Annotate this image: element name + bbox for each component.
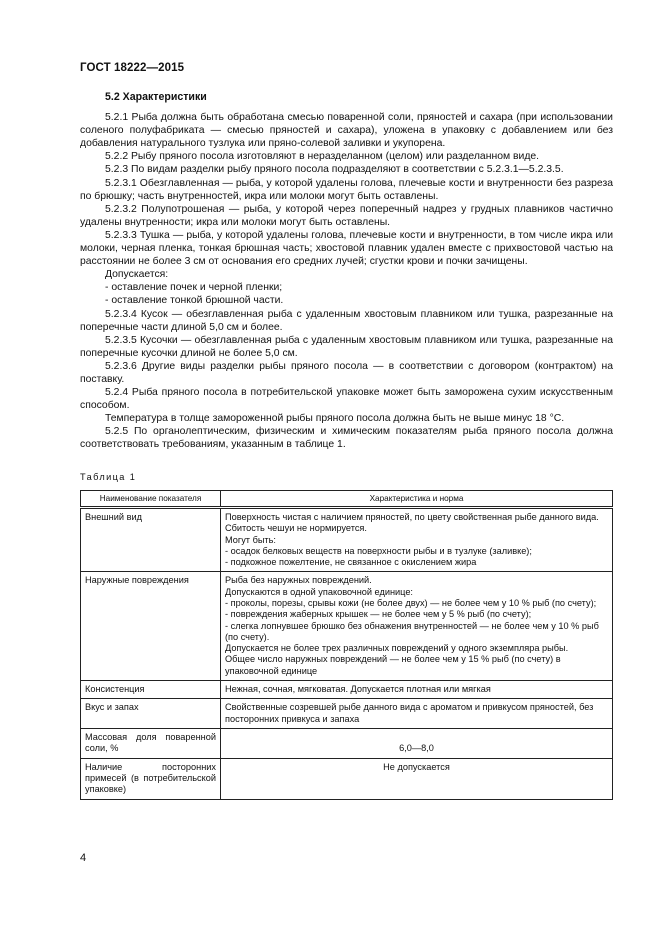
row-value	[221, 572, 613, 681]
paragraph-allowed: Допускается:	[105, 269, 169, 281]
list-item: - оставление почек и черной пленки;	[105, 282, 283, 294]
paragraph-5-2-3: 5.2.3 По видам разделки рыбу пряного посола подразделяют в соответствии с 5.2.3.1—5.2.3.5.	[105, 164, 564, 176]
value-line: - слегка лопнувшее брюшко без обнажения внутренностей — не более чем у 10 % рыб (по счету).	[225, 620, 599, 642]
table-row	[81, 507, 613, 571]
value-line: Допускается не более трех различных повреждений у одного экземпляра рыбы.	[225, 643, 569, 654]
row-value: 6,0—8,0	[221, 728, 613, 758]
table-row	[81, 758, 613, 799]
paragraph-5-2-2: 5.2.2 Рыбу пряного посола изготовляют в неразделанном (целом) или разделанном виде.	[105, 151, 540, 163]
value-line: - подкожное пожелтение, не связанное с окислением жира	[225, 557, 477, 568]
row-name: Консистенция	[81, 681, 221, 699]
table-row	[81, 728, 613, 758]
page-content	[80, 91, 613, 800]
value-line: - осадок белковых веществ на поверхности рыбы и в тузлуке (заливке);	[225, 545, 532, 556]
row-value	[221, 699, 613, 729]
value-line: Нежная, сочная, мягковатая. Допускается плотная или мягкая	[225, 684, 491, 695]
value-line: Допускаются в одной упаковочной единице:	[225, 586, 413, 597]
paragraph-5-2-5: 5.2.5 По органолептическим, физическим и химическим показателям рыба пряного посола должна соответствовать требованиям, указанным в таблице 1.	[80, 426, 613, 451]
paragraph-temperature: Температура в толще замороженной рыбы пряного посола должна быть не выше минус 18 °С.	[105, 413, 565, 425]
paragraph-5-2-1: 5.2.1 Рыба должна быть обработана смесью поваренной соли, пряностей и сахара (при использовании соленого полуфабриката — смесью пряностей и сахара), уложена в упаковку с добавлением или без добавления натурального тузлука или пряно-солевой заливки и укупорена.	[80, 112, 613, 150]
table-caption: Таблица 1	[80, 471, 137, 482]
value-line: Общее число наружных повреждений — не более чем у 15 % рыб (по счету) в упаковочной единице	[225, 654, 561, 676]
paragraph-5-2-4: 5.2.4 Рыба пряного посола в потребительской упаковке может быть заморожена сухим искусственным способом.	[80, 387, 613, 412]
row-value	[221, 507, 613, 571]
section-title: 5.2 Характеристики	[105, 91, 207, 103]
row-name: Наличие посторонних примесей (в потребительской упаковке)	[81, 758, 221, 799]
list-item: - оставление тонкой брюшной части.	[105, 295, 284, 307]
value-line: - проколы, порезы, срывы кожи (не более двух) — не более чем у 10 % рыб (по счету);	[225, 598, 597, 608]
paragraph-5-2-3-1: 5.2.3.1 Обезглавленная — рыба, у которой удалены голова, плечевые кости и внутренности без разреза по брюшку; часть внутренностей, икра или молоки могут быть оставлены.	[80, 177, 613, 202]
paragraph-5-2-3-5: 5.2.3.5 Кусочки — обезглавленная рыба с удаленным хвостовым плавником или тушка, разрезанные на поперечные кусочки длиной не более 5,0 см.	[80, 334, 613, 359]
page-number: 4	[80, 852, 87, 864]
value-line: Могут быть:	[225, 534, 276, 545]
column-header-value: Характеристика и норма	[221, 490, 613, 507]
row-name: Вкус и запах	[81, 699, 221, 729]
row-name: Массовая доля поваренной соли, %	[81, 728, 221, 758]
table-header-row	[81, 490, 613, 507]
document-header: ГОСТ 18222—2015	[80, 62, 185, 74]
value-line: - повреждения жаберных крышек — не более чем у 5 % рыб (по счету);	[225, 609, 532, 620]
paragraph-5-2-3-6: 5.2.3.6 Другие виды разделки рыбы пряного посола — в соответствии с договором (контрактом) на поставку.	[80, 360, 613, 385]
row-value: Не допускается	[221, 758, 613, 799]
row-name: Внешний вид	[81, 507, 221, 571]
table-row	[81, 681, 613, 699]
value-line: Свойственные созревшей рыбе данного вида с ароматом и привкусом пряностей, без посторонних привкуса и запаха	[225, 702, 594, 724]
column-header-name: Наименование показателя	[81, 490, 221, 507]
paragraph-5-2-3-4: 5.2.3.4 Кусок — обезглавленная рыба с удаленным хвостовым плавником или тушка, разрезанные на поперечные части длиной 5,0 см и более.	[80, 308, 613, 333]
row-value	[221, 681, 613, 699]
value-line: Поверхность чистая с наличием пряностей, по цвету свойственная рыбе данного вида. Сбитость чешуи не нормируется.	[225, 511, 599, 534]
value-line: Рыба без наружных повреждений.	[225, 575, 372, 586]
spec-table	[80, 490, 613, 800]
table-row	[81, 699, 613, 729]
paragraph-5-2-3-2: 5.2.3.2 Полупотрошеная — рыба, у которой через поперечный надрез у грудных плавников частично удалены внутренности; икра или молоки могут быть оставлены.	[80, 203, 613, 228]
table-row	[81, 572, 613, 681]
paragraph-5-2-3-3: 5.2.3.3 Тушка — рыба, у которой удалены голова, плечевые кости и внутренности, в том числе икра или молоки, черная пленка, тонкая брюшная часть; хвостовой плавник удален вместе с прихвостовой частью на расстоянии не более 3 см от основания его средних лучей; сгустки крови и почки зачищены.	[80, 229, 613, 268]
row-name: Наружные повреждения	[81, 572, 221, 681]
